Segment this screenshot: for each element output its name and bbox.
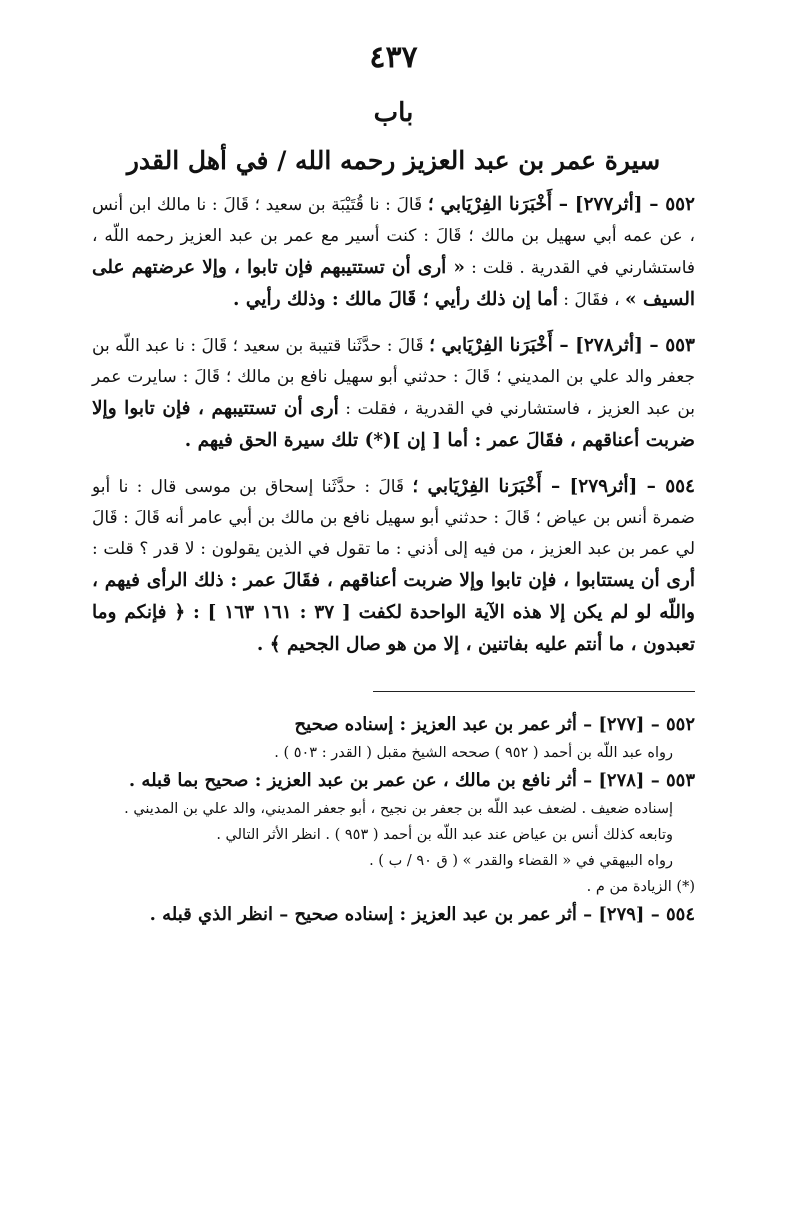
narration-ref: ٥٥٢ – [أثر٢٧٧] – أَخْبَرَنا الفِرْيَابي ؛ xyxy=(427,194,695,215)
footnotes xyxy=(92,710,695,930)
narration-553 xyxy=(92,330,695,457)
narration-quote: أرى أن تستتيبهم ، فإن تابوا وإلا ضربت أعناقهم ، فقَالَ عمر : أما [ إن ](*) تلك سيرة الحق فيهم . xyxy=(92,398,695,451)
footnote-line: إسناده ضعيف . لضعف عبد اللّه بن جعفر بن نجيح ، أبو جعفر المديني، والد علي بن المديني . xyxy=(124,801,673,817)
footnote-heading: ٥٥٢ – [٢٧٧] – أثر عمر بن عبد العزيز : إسناده صحيح xyxy=(294,714,695,735)
footnote-line: رواه البيهقي في « القضاء والقدر » ( ق ٩٠ / ب ) . xyxy=(369,853,673,869)
narration-552 xyxy=(92,189,695,316)
footnote-line: وتابعه كذلك أنس بن عياض عند عبد اللّه بن أحمد ( ٩٥٣ ) . انظر الأثر التالي . xyxy=(216,827,673,843)
narration-ref: ٥٥٣ – [أثر٢٧٨] – أَخْبَرَنا الفِرْيَابي ؛ xyxy=(429,335,695,356)
section-heading: سيرة عمر بن عبد العزيز رحمه الله / في أهل القدر xyxy=(126,146,661,175)
narration-ref: ٥٥٤ – [أثر٢٧٩] – أَخْبَرَنا الفِرْيَابي ؛ xyxy=(412,476,695,497)
narration-text: ، فقَالَ : xyxy=(563,290,620,310)
footnote-divider xyxy=(373,691,695,692)
narration-quote: أرى أن يستتابوا ، فإن تابوا وإلا ضربت أعناقهم ، فقَالَ عمر : ذلك الرأى فيهم ، واللّه لو لم يكن إلا هذه الآية الواحدة لكفت [ ٣٧ : ١٦١ ١٦٣ ] : ﴿ فإنكم وما تعبدون ، ما أنتم عليه بفاتنين ، إلا من هو صال الجحيم ﴾ . xyxy=(92,570,695,655)
narration-quote: أما إن ذلك رأيي ؛ قَالَ مالك : وذلك رأيي . xyxy=(233,289,558,310)
page-number: ٤٣٧ xyxy=(369,40,418,75)
footnote-line: رواه عبد اللّه بن أحمد ( ٩٥٢ ) صححه الشيخ مقبل ( القدر : ٥٠٣ ) . xyxy=(274,745,673,761)
narration-text: قَالَ : حدَّثَنا قتيبة بن سعيد ؛ قَالَ : نا عبد اللّه بن جعفر والد علي بن المديني ؛ قَالَ : حدثني أبو سهيل نافع بن مالك ؛ قَالَ : سايرت عمر بن عبد العزيز ، فاستشارني في القدرية ، فقلت : xyxy=(92,336,695,419)
footnote-heading: ٥٥٤ – [٢٧٩] – أثر عمر بن عبد العزيز : إسناده صحيح – انظر الذي قبله . xyxy=(149,904,695,925)
narration-text: قَالَ : نا قُتَيْبَة بن سعيد ؛ قَالَ : نا مالك ابن أنس ، عن عمه أبي سهيل بن مالك ؛ قَالَ : كنت أسير مع عمر بن عبد العزيز رحمه اللّه ، فاستشارني في القدرية . قلت : xyxy=(92,195,695,278)
footnote-heading: ٥٥٣ – [٢٧٨] – أثر نافع بن مالك ، عن عمر بن عبد العزيز : صحيح بما قبله . xyxy=(128,770,695,791)
chapter-title: باب xyxy=(373,98,414,128)
footnote-asterisk: (*) الزيادة من م . xyxy=(586,879,695,895)
narration-554 xyxy=(92,471,695,661)
narration-quote: « أرى أن تستتيبهم فإن تابوا ، وإلا عرضتهم على السيف » xyxy=(92,257,695,310)
narration-text: قَالَ : حدَّثَنا إسحاق بن موسى قال : نا أبو ضمرة أنس بن عياض ؛ قَالَ : حدثني أبو سهيل نافع بن مالك بن أبي عامر أنه قَالَ : قَالَ لي عمر بن عبد العزيز ، من فيه إلى أذني : ما تقول في الذين يقولون : لا قدر ؟ قلت : xyxy=(92,477,695,559)
